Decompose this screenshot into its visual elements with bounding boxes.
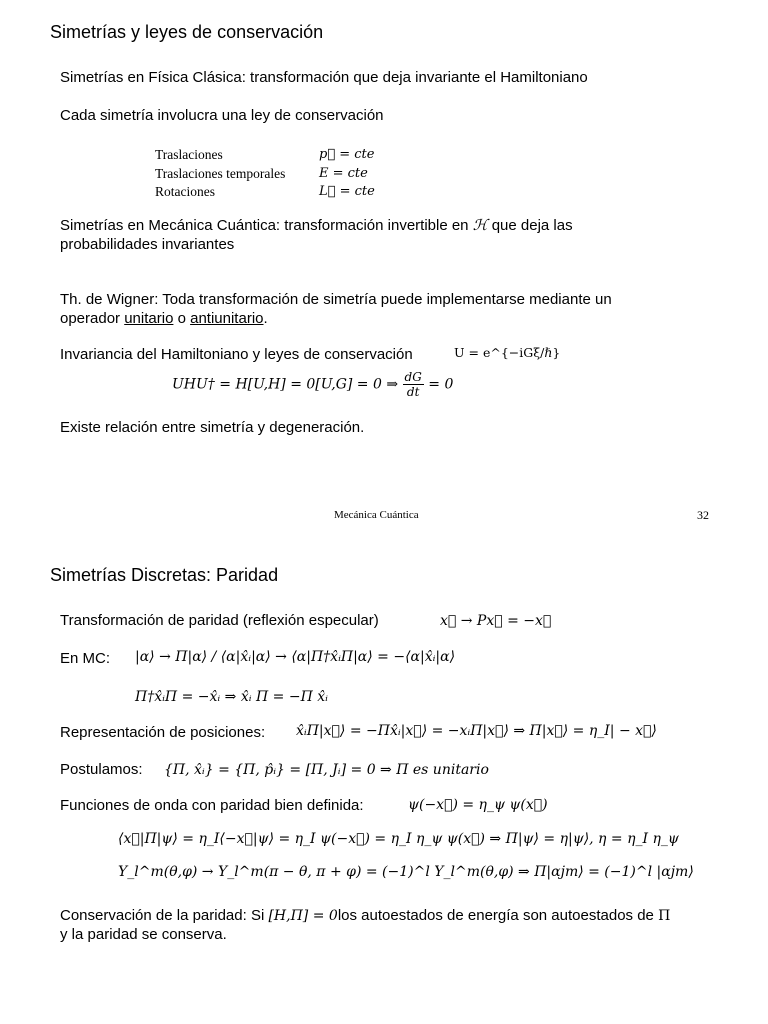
text: o — [177, 310, 186, 327]
section-title-parity: Simetrías Discretas: Paridad — [50, 565, 279, 585]
page-number: 32 — [697, 508, 709, 522]
label-postulamos: Postulamos: — [60, 761, 143, 778]
derivative-fraction — [403, 370, 424, 399]
paragraph-wigner-theorem-cont — [60, 309, 268, 328]
label-position-representation: Representación de posiciones: — [60, 724, 266, 741]
wavefunction-equation: ψ(−x⃗) = η_ψ ψ(x⃗) — [408, 797, 548, 813]
parity-operator-symbol: Π — [658, 908, 671, 924]
paragraph-parity-conservation-cont: y la paridad se conserva. — [60, 926, 227, 943]
commutator-equation: [H,Π] = 0 — [268, 908, 338, 924]
paragraph-conservation-law: Cada simetría involucra una ley de conservación — [60, 107, 384, 124]
paragraph-degeneracy: Existe relación entre simetría y degeneración. — [60, 419, 365, 436]
antiunitary-term: antiunitario — [190, 310, 264, 327]
symmetry-label: Traslaciones temporales — [155, 165, 286, 181]
footer-title: Mecánica Cuántica — [334, 509, 419, 521]
mc-parity-equation: |α⟩ → Π|α⟩ / ⟨α|x̂ᵢ|α⟩ → ⟨α|Π†x̂ᵢΠ|α⟩ = −⟨α|x̂ᵢ|α⟩ — [135, 649, 456, 665]
paragraph-classical-symmetry: Simetrías en Física Clásica: transformación que deja invariante el Hamiltoniano — [60, 69, 588, 86]
page-title: Simetrías y leyes de conservación — [50, 22, 324, 42]
text: . — [263, 310, 268, 327]
paragraph-quantum-symmetry — [60, 216, 573, 236]
parity-equation: x⃗ → Px⃗ = −x⃗ — [440, 613, 552, 629]
paragraph-wigner-theorem: Th. de Wigner: Toda transformación de simetría puede implementarse mediante un — [60, 291, 612, 308]
unitary-operator-equation: U = e^{−iGξ/ℏ} — [454, 345, 561, 360]
equation-left: UHU† = H[U,H] = 0[U,G] = 0 ⇒ — [172, 376, 399, 393]
fraction-denominator: dt — [406, 385, 420, 399]
conservation-equation — [172, 370, 453, 399]
equation-right: = 0 — [428, 376, 454, 393]
anticommute-equation: Π†x̂ᵢΠ = −x̂ᵢ ⇒ x̂ᵢ Π = −Π x̂ᵢ — [135, 689, 328, 705]
paragraph-hamiltonian-invariance: Invariancia del Hamiltoniano y leyes de conservación — [60, 346, 413, 363]
label-wavefunction-parity: Funciones de onda con paridad bien definida: — [60, 797, 364, 814]
eigenvalue-equation: ⟨x⃗|Π|ψ⟩ = η_I⟨−x⃗|ψ⟩ = η_I ψ(−x⃗) = η_I η_ψ ψ(x⃗) ⇒ Π|ψ⟩ = η|ψ⟩, η = η_I η_ψ — [118, 831, 679, 847]
symmetry-label: Rotaciones — [155, 184, 215, 199]
position-equation: x̂ᵢΠ|x⃗⟩ = −Πx̂ᵢ|x⃗⟩ = −xᵢΠ|x⃗⟩ ⇒ Π|x⃗⟩ = η_I| − x⃗⟩ — [296, 723, 657, 739]
postulate-equation: {Π, x̂ᵢ} = {Π, p̂ᵢ} = [Π, Jᵢ] = 0 ⇒ Π es unitario — [164, 762, 489, 778]
text: operador — [60, 310, 121, 327]
fraction-numerator: dG — [404, 370, 422, 384]
text: que deja las — [491, 217, 573, 234]
paragraph-quantum-symmetry-cont: probabilidades invariantes — [60, 236, 235, 253]
paragraph-parity-conservation — [60, 906, 670, 926]
text: Conservación de la paridad: Si — [60, 907, 265, 924]
unitary-term: unitario — [124, 310, 174, 327]
text: Simetrías en Mecánica Cuántica: transformación invertible en — [60, 217, 469, 234]
spherical-harmonic-equation: Y_l^m(θ,φ) → Y_l^m(π − θ, π + φ) = (−1)^l Y_l^m(θ,φ) ⇒ Π|αjm⟩ = (−1)^l |αjm⟩ — [118, 864, 694, 880]
conservation-law: p⃗ = cte — [319, 147, 375, 162]
symmetry-label: Traslaciones — [155, 147, 223, 162]
text: los autoestados de energía son autoestados de — [337, 907, 654, 924]
paragraph-parity-transform: Transformación de paridad (reflexión especular) — [60, 612, 379, 629]
label-en-mc: En MC: — [60, 650, 111, 667]
hilbert-space-symbol: ℋ — [472, 218, 488, 234]
conservation-law: E = cte — [319, 165, 368, 181]
conservation-law: L⃗ = cte — [319, 184, 375, 199]
